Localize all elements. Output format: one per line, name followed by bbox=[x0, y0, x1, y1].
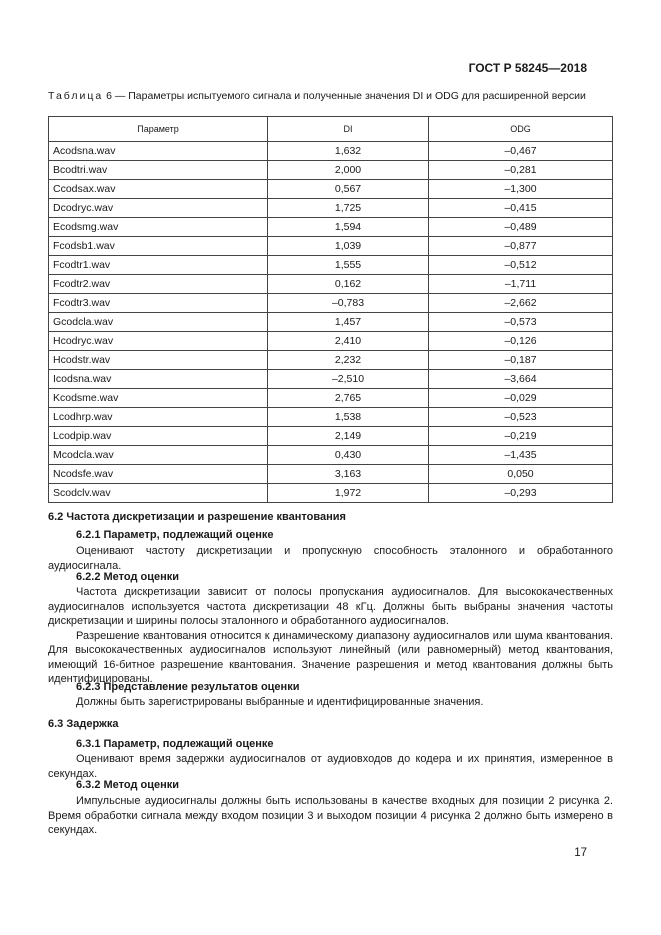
section-6-3-heading: 6.3 Задержка bbox=[48, 718, 119, 730]
cell-di: 0,567 bbox=[268, 180, 429, 199]
section-6-2-heading: 6.2 Частота дискретизации и разрешение квантования bbox=[48, 511, 346, 523]
table-row bbox=[49, 237, 613, 256]
cell-di: 2,149 bbox=[268, 427, 429, 446]
table-row bbox=[49, 161, 613, 180]
table-row bbox=[49, 389, 613, 408]
cell-parameter: Gcodcla.wav bbox=[49, 313, 268, 332]
table-row bbox=[49, 370, 613, 389]
table-row bbox=[49, 427, 613, 446]
cell-di: –2,510 bbox=[268, 370, 429, 389]
cell-odg: –0,281 bbox=[429, 161, 613, 180]
table-row bbox=[49, 484, 613, 503]
parameters-table bbox=[48, 116, 613, 503]
section-6-3-1-heading: 6.3.1 Параметр, подлежащий оценке bbox=[76, 738, 274, 750]
cell-parameter: Bcodtri.wav bbox=[49, 161, 268, 180]
cell-odg: –0,293 bbox=[429, 484, 613, 503]
cell-parameter: Scodclv.wav bbox=[49, 484, 268, 503]
section-6-3-1-text: Оценивают время задержки аудиосигналов от аудиовходов до кодера и их принятия, измеренное в секундах. bbox=[48, 753, 613, 780]
standard-number: ГОСТ Р 58245—2018 bbox=[468, 61, 587, 75]
table-caption-label: Таблица bbox=[48, 90, 104, 102]
cell-parameter: Hcodryc.wav bbox=[49, 332, 268, 351]
section-6-3-2-text: Импульсные аудиосигналы должны быть использованы в качестве входных для позиции 2 рисунка 2. Время обработки сигнала между входом позиции 3 и выходом позиции 4 рисунка 2 должно быть измерено в секундах. bbox=[48, 795, 613, 836]
cell-parameter: Mcodcla.wav bbox=[49, 446, 268, 465]
cell-parameter: Ccodsax.wav bbox=[49, 180, 268, 199]
table-header-row bbox=[49, 117, 613, 142]
cell-di: 2,765 bbox=[268, 389, 429, 408]
cell-odg: –0,219 bbox=[429, 427, 613, 446]
cell-odg: –3,664 bbox=[429, 370, 613, 389]
table-caption-text: 6 — Параметры испытуемого сигнала и полученные значения DI и ODG для расширенной версии bbox=[103, 90, 586, 102]
cell-parameter: Ncodsfe.wav bbox=[49, 465, 268, 484]
table-row bbox=[49, 332, 613, 351]
paragraph: Разрешение квантования относится к динамическому диапазону аудиосигналов или шума квантования. Для высококачественных аудиосигналов используют линейный (или равномерный) метод квантования, имеющий 16-битное разрешение квантования. Значение разрешения и метод квантования должны быть идентифицированы. bbox=[48, 629, 613, 685]
section-6-3-2-heading: 6.3.2 Метод оценки bbox=[76, 779, 180, 791]
section-6-2-3-text: Должны быть зарегистрированы выбранные и идентифицированные значения. bbox=[76, 696, 484, 708]
cell-odg: –0,029 bbox=[429, 389, 613, 408]
cell-odg: –0,523 bbox=[429, 408, 613, 427]
cell-odg: –1,711 bbox=[429, 275, 613, 294]
table-row bbox=[49, 408, 613, 427]
cell-odg: –0,489 bbox=[429, 218, 613, 237]
table-row bbox=[49, 446, 613, 465]
cell-odg: –0,877 bbox=[429, 237, 613, 256]
cell-odg: –0,187 bbox=[429, 351, 613, 370]
table-row bbox=[49, 199, 613, 218]
cell-odg: –0,126 bbox=[429, 332, 613, 351]
cell-odg: –0,512 bbox=[429, 256, 613, 275]
cell-di: 0,162 bbox=[268, 275, 429, 294]
cell-parameter: Ecodsmg.wav bbox=[49, 218, 268, 237]
section-6-2-3-heading: 6.2.3 Представление результатов оценки bbox=[76, 681, 300, 693]
cell-di: 1,632 bbox=[268, 142, 429, 161]
table-row bbox=[49, 294, 613, 313]
cell-parameter: Fcodtr1.wav bbox=[49, 256, 268, 275]
table-row bbox=[49, 313, 613, 332]
cell-di: 3,163 bbox=[268, 465, 429, 484]
cell-parameter: Lcodhrp.wav bbox=[49, 408, 268, 427]
column-header-odg: ODG bbox=[429, 117, 613, 142]
cell-parameter: Icodsna.wav bbox=[49, 370, 268, 389]
section-6-2-1-text: Оценивают частоту дискретизации и пропускную способность эталонного и обработанного аудиосигнала. bbox=[48, 545, 613, 572]
cell-odg: –1,435 bbox=[429, 446, 613, 465]
cell-di: 0,430 bbox=[268, 446, 429, 465]
table-row bbox=[49, 465, 613, 484]
cell-odg: –0,573 bbox=[429, 313, 613, 332]
cell-di: 1,538 bbox=[268, 408, 429, 427]
paragraph: Частота дискретизации зависит от полосы пропускания аудиосигналов. Для высококачественных аудиосигналов используется частота дискретизации 48 кГц. Должны быть выбраны значения частоты дискретизации и ширины полосы эталонного и обработанного аудиосигналов. bbox=[48, 586, 613, 627]
cell-di: 2,000 bbox=[268, 161, 429, 180]
table-row bbox=[49, 218, 613, 237]
cell-odg: 0,050 bbox=[429, 465, 613, 484]
cell-parameter: Dcodryc.wav bbox=[49, 199, 268, 218]
cell-di: 2,232 bbox=[268, 351, 429, 370]
cell-di: 1,725 bbox=[268, 199, 429, 218]
table-body bbox=[49, 142, 613, 503]
cell-di: 1,457 bbox=[268, 313, 429, 332]
cell-parameter: Lcodpip.wav bbox=[49, 427, 268, 446]
cell-parameter: Fcodtr3.wav bbox=[49, 294, 268, 313]
cell-di: 1,594 bbox=[268, 218, 429, 237]
cell-di: 1,039 bbox=[268, 237, 429, 256]
cell-parameter: Acodsna.wav bbox=[49, 142, 268, 161]
section-6-2-1-heading: 6.2.1 Параметр, подлежащий оценке bbox=[76, 529, 274, 541]
page-number: 17 bbox=[574, 847, 587, 859]
cell-odg: –2,662 bbox=[429, 294, 613, 313]
cell-odg: –1,300 bbox=[429, 180, 613, 199]
table-row bbox=[49, 351, 613, 370]
column-header-parameter: Параметр bbox=[49, 117, 268, 142]
table-row bbox=[49, 256, 613, 275]
section-6-2-2-text bbox=[48, 585, 613, 687]
table-caption bbox=[48, 90, 586, 102]
table-row bbox=[49, 142, 613, 161]
section-6-2-2-heading: 6.2.2 Метод оценки bbox=[76, 571, 180, 583]
cell-di: 1,555 bbox=[268, 256, 429, 275]
cell-parameter: Hcodstr.wav bbox=[49, 351, 268, 370]
cell-parameter: Fcodsb1.wav bbox=[49, 237, 268, 256]
cell-di: 2,410 bbox=[268, 332, 429, 351]
table-row bbox=[49, 275, 613, 294]
cell-odg: –0,467 bbox=[429, 142, 613, 161]
cell-parameter: Kcodsme.wav bbox=[49, 389, 268, 408]
cell-di: 1,972 bbox=[268, 484, 429, 503]
cell-parameter: Fcodtr2.wav bbox=[49, 275, 268, 294]
column-header-di: DI bbox=[268, 117, 429, 142]
cell-odg: –0,415 bbox=[429, 199, 613, 218]
cell-di: –0,783 bbox=[268, 294, 429, 313]
table-row bbox=[49, 180, 613, 199]
